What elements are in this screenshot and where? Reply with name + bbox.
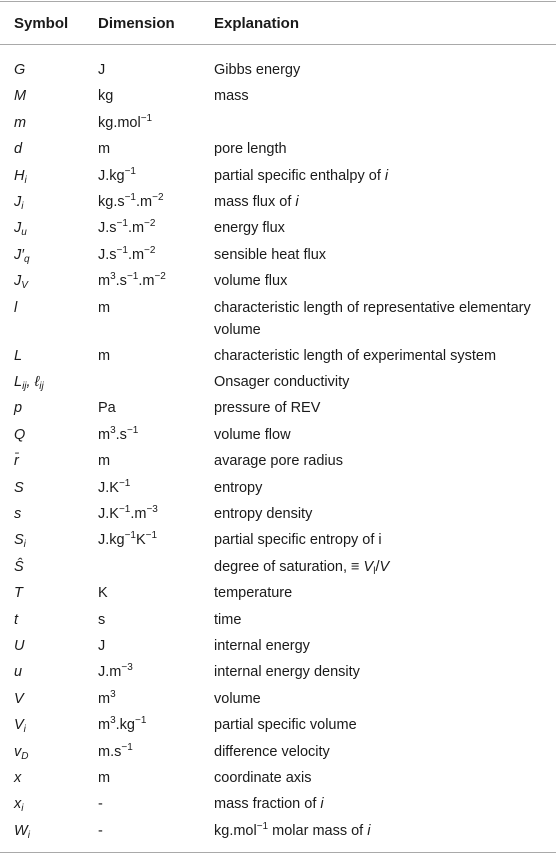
symbol-cell: $S_i$ (14, 532, 26, 551)
symbol-cell: $H_i$ (14, 167, 27, 186)
symbol-cell: m (14, 114, 27, 131)
dimension-cell: s (98, 611, 106, 628)
dimension-cell: m (98, 770, 111, 786)
dimension-cell: $J.K^{-1}$ (98, 477, 131, 496)
explanation-cell: Onsager conductivity (214, 374, 350, 390)
symbol-cell: $W_i$ (14, 822, 30, 841)
explanation-cell: time (214, 611, 242, 628)
explanation-cell: internal energy density (214, 664, 360, 681)
explanation-cell: temperature (214, 585, 293, 602)
symbol-cell: G (14, 62, 26, 78)
explanation-cell: partial specific entropy of i (214, 532, 382, 549)
dimension-cell: $kg.s^{-1}.m^{-2}$ (98, 192, 164, 210)
explanation-cell: pressure of REV (214, 400, 321, 417)
explanation-cell: internal energy (214, 638, 310, 654)
dimension-cell: $m^3$ (98, 688, 116, 707)
dimension-cell: - (98, 822, 103, 839)
dimension-cell: $J.s^{-1}.m^{-2}$ (98, 244, 156, 263)
symbol-cell: $x_i$ (14, 796, 24, 815)
header-rule (0, 44, 556, 45)
symbol-cell: Ŝ (14, 558, 24, 575)
dimension-cell: $J.kg^{-1}K^{-1}$ (98, 530, 158, 549)
symbol-cell: p (14, 400, 23, 417)
dimension-cell: - (98, 796, 103, 813)
symbol-cell: $J_i$ (14, 194, 24, 212)
dimension-cell: kg (98, 88, 114, 105)
symbol-cell: $J_V$ (14, 273, 28, 292)
symbol-cell: d (14, 141, 23, 158)
symbol-cell: l (14, 299, 18, 316)
explanation-cell: volume (214, 690, 261, 707)
dimension-cell: J (98, 638, 106, 654)
symbol-cell: $J'_q$ (14, 246, 30, 265)
explanation-cell: degree of saturation, ≡ $V_l/V$ (214, 558, 390, 577)
explanation-cell: pore length (214, 141, 287, 158)
header-dimension: Dimension (98, 15, 175, 32)
explanation-cell: characteristic length of representative elementary volume (214, 299, 531, 338)
symbol-cell: u (14, 664, 23, 681)
dimension-cell: m (98, 299, 111, 316)
dimension-cell: kg.mol$^{-1}$ (98, 112, 153, 131)
explanation-cell: characteristic length of experimental system (214, 347, 497, 364)
table-bottom-rule (0, 852, 556, 853)
table-top-rule (0, 1, 556, 2)
symbol-cell: M (14, 88, 27, 105)
symbol-cell: L (14, 347, 23, 364)
dimension-cell: m (98, 347, 111, 364)
symbol-cell: t (14, 611, 19, 628)
symbol-cell: r̄ (14, 453, 19, 470)
dimension-cell: $J.K^{-1}.m^{-3}$ (98, 504, 158, 522)
symbol-cell: $v_D$ (14, 743, 29, 762)
symbol-cell: S (14, 479, 24, 496)
explanation-cell: volume flow (214, 426, 291, 443)
explanation-cell: mass fraction of i (214, 796, 324, 813)
explanation-cell: coordinate axis (214, 770, 312, 786)
symbol-cell: s (14, 506, 22, 522)
header-symbol: Symbol (14, 15, 69, 32)
explanation-cell: partial specific enthalpy of i (214, 167, 389, 184)
symbol-cell: V (14, 690, 24, 707)
dimension-cell: $m^3.s^{-1}$ (98, 424, 139, 443)
dimension-cell: m (98, 453, 111, 470)
explanation-cell: entropy (214, 479, 263, 496)
explanation-cell: partial specific volume (214, 717, 357, 734)
explanation-cell: energy flux (214, 220, 285, 237)
symbol-cell: T (14, 585, 23, 602)
symbol-cell: $L_{ij}$, ℓ$_{ij}$ (14, 374, 44, 392)
symbol-cell: $J_u$ (14, 220, 27, 239)
explanation-cell: mass flux of i (214, 194, 299, 210)
explanation-cell: avarage pore radius (214, 453, 343, 470)
dimension-cell: $m.s^{-1}$ (98, 741, 133, 760)
symbol-cell: x (14, 770, 22, 786)
explanation-cell: kg.mol$^{-1}$ molar mass of i (214, 820, 371, 839)
dimension-cell: $J.kg^{-1}$ (98, 165, 136, 184)
explanation-cell: sensible heat flux (214, 246, 327, 263)
dimension-cell: $m^3.s^{-1}.m^{-2}$ (98, 271, 166, 290)
dimension-cell: J (98, 62, 106, 78)
dimension-cell: Pa (98, 400, 116, 417)
symbol-cell: $V_i$ (14, 717, 26, 736)
dimension-cell: m (98, 141, 111, 158)
explanation-cell: Gibbs energy (214, 62, 301, 78)
header-explanation: Explanation (214, 15, 300, 32)
explanation-cell: mass (214, 88, 249, 105)
explanation-cell: difference velocity (214, 743, 330, 760)
dimension-cell: K (98, 585, 108, 602)
symbol-cell: Q (14, 426, 26, 443)
dimension-cell: $m^3.kg^{-1}$ (98, 715, 147, 734)
dimension-cell: $J.m^{-3}$ (98, 662, 133, 681)
dimension-cell: $J.s^{-1}.m^{-2}$ (98, 218, 156, 237)
explanation-cell: volume flux (214, 273, 288, 290)
explanation-cell: entropy density (214, 506, 313, 522)
symbol-cell: U (14, 638, 25, 654)
